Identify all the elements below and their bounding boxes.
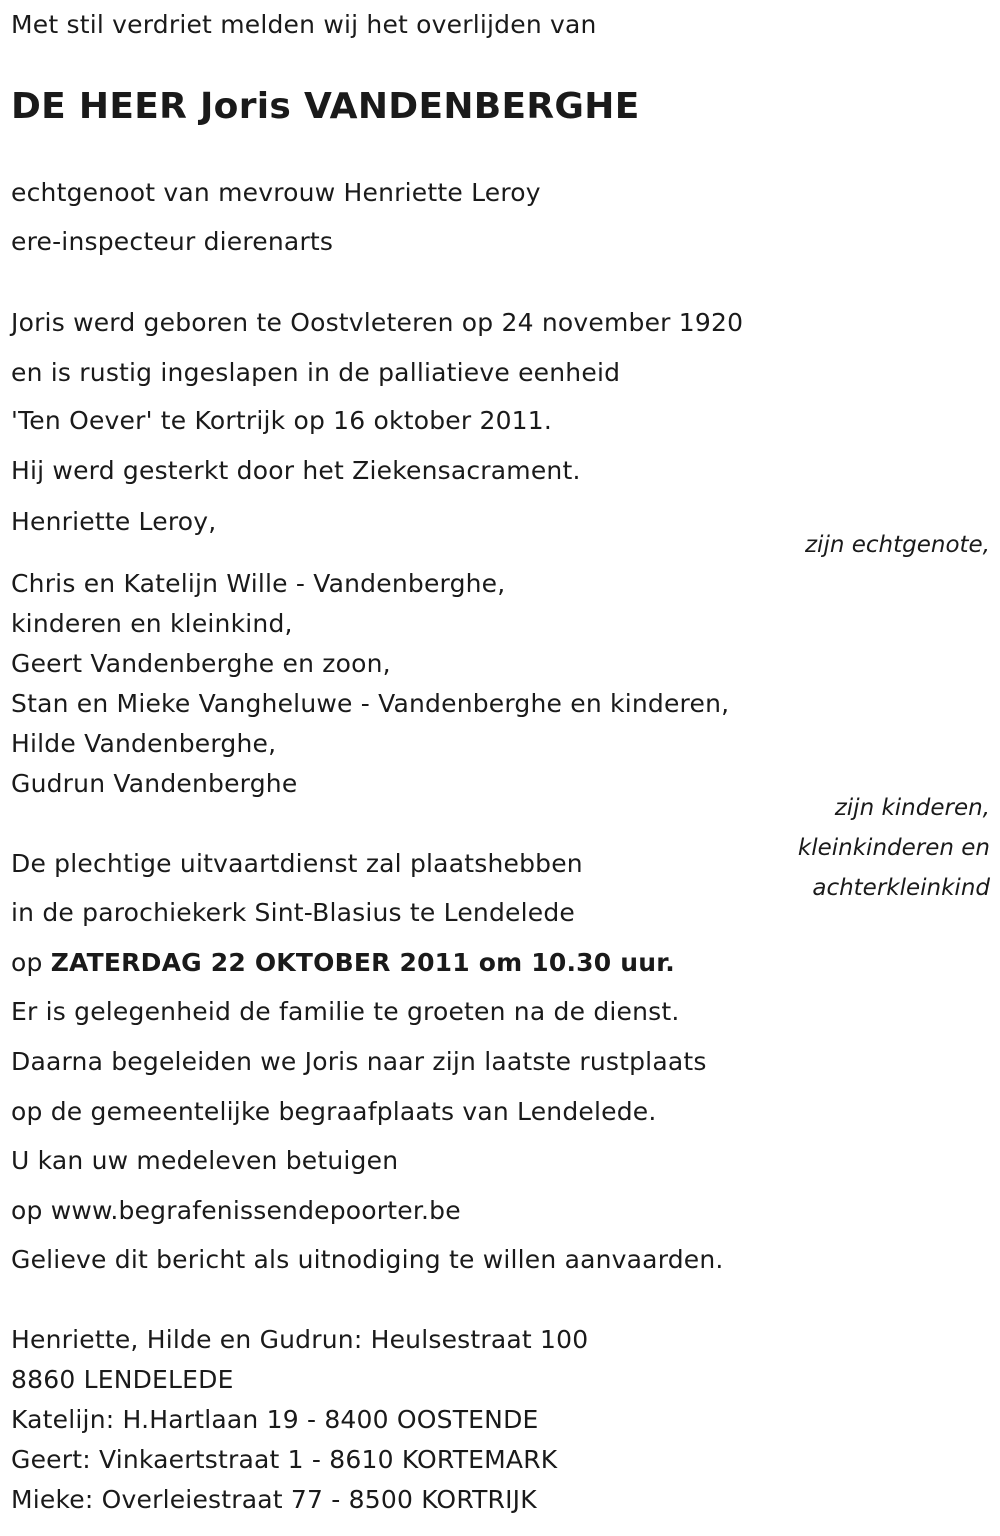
- list-item: Hilde Vandenberghe,: [11, 729, 277, 758]
- service-date: ZATERDAG 22 OKTOBER 2011 om 10.30 uur.: [50, 948, 675, 977]
- address-line: 8860 LENDELEDE: [11, 1365, 234, 1394]
- intro-text: Met stil verdriet melden wij het overlijden van: [11, 10, 597, 39]
- service-date-line: [11, 948, 675, 978]
- list-item: Stan en Mieke Vangheluwe - Vandenberghe en kinderen,: [11, 689, 730, 718]
- children-role-line: kleinkinderen en: [797, 835, 990, 861]
- address-line: Mieke: Overleiestraat 77 - 8500 KORTRIJK: [11, 1485, 537, 1514]
- address-line: Katelijn: H.Hartlaan 19 - 8400 OOSTENDE: [11, 1405, 539, 1434]
- profession-line: ere-inspecteur dierenarts: [11, 227, 334, 256]
- address-line: Geert: Vinkaertstraat 1 - 8610 KORTEMARK: [11, 1445, 558, 1474]
- service-info-line: Gelieve dit bericht als uitnodiging te willen aanvaarden.: [11, 1245, 724, 1274]
- bio-line: Joris werd geboren te Oostvleteren op 24 november 1920: [11, 308, 744, 337]
- address-line: Henriette, Hilde en Gudrun: Heulsestraat 100: [11, 1325, 589, 1354]
- children-role-line: achterkleinkind: [812, 875, 990, 901]
- spouse-role: zijn echtgenote,: [804, 532, 990, 558]
- service-line: De plechtige uitvaartdienst zal plaatshebben: [11, 849, 583, 878]
- list-item: Chris en Katelijn Wille - Vandenberghe,: [11, 569, 506, 598]
- service-date-prefix: op: [11, 948, 51, 977]
- list-item: Geert Vandenberghe en zoon,: [11, 649, 391, 678]
- bio-line: en is rustig ingeslapen in de palliatieve eenheid: [11, 358, 621, 387]
- spouse-line: echtgenoot van mevrouw Henriette Leroy: [11, 178, 541, 207]
- bio-line: 'Ten Oever' te Kortrijk op 16 oktober 2011.: [11, 406, 553, 435]
- service-info-line: op de gemeentelijke begraafplaats van Lendelede.: [11, 1097, 657, 1126]
- service-info-line: U kan uw medeleven betuigen: [11, 1146, 399, 1175]
- list-item: Gudrun Vandenberghe: [11, 769, 298, 798]
- service-line: in de parochiekerk Sint-Blasius te Lendelede: [11, 898, 576, 927]
- website-line: op www.begrafenissendepoorter.be: [11, 1196, 461, 1225]
- children-role: [798, 788, 990, 908]
- service-info-line: Er is gelegenheid de familie te groeten na de dienst.: [11, 997, 680, 1026]
- spouse-name: Henriette Leroy,: [11, 507, 217, 536]
- bio-line: Hij werd gesterkt door het Ziekensacrament.: [11, 456, 581, 485]
- children-role-line: zijn kinderen,: [834, 795, 990, 821]
- deceased-title: DE HEER Joris VANDENBERGHE: [11, 86, 640, 127]
- list-item: kinderen en kleinkind,: [11, 609, 293, 638]
- service-info-line: Daarna begeleiden we Joris naar zijn laatste rustplaats: [11, 1047, 707, 1076]
